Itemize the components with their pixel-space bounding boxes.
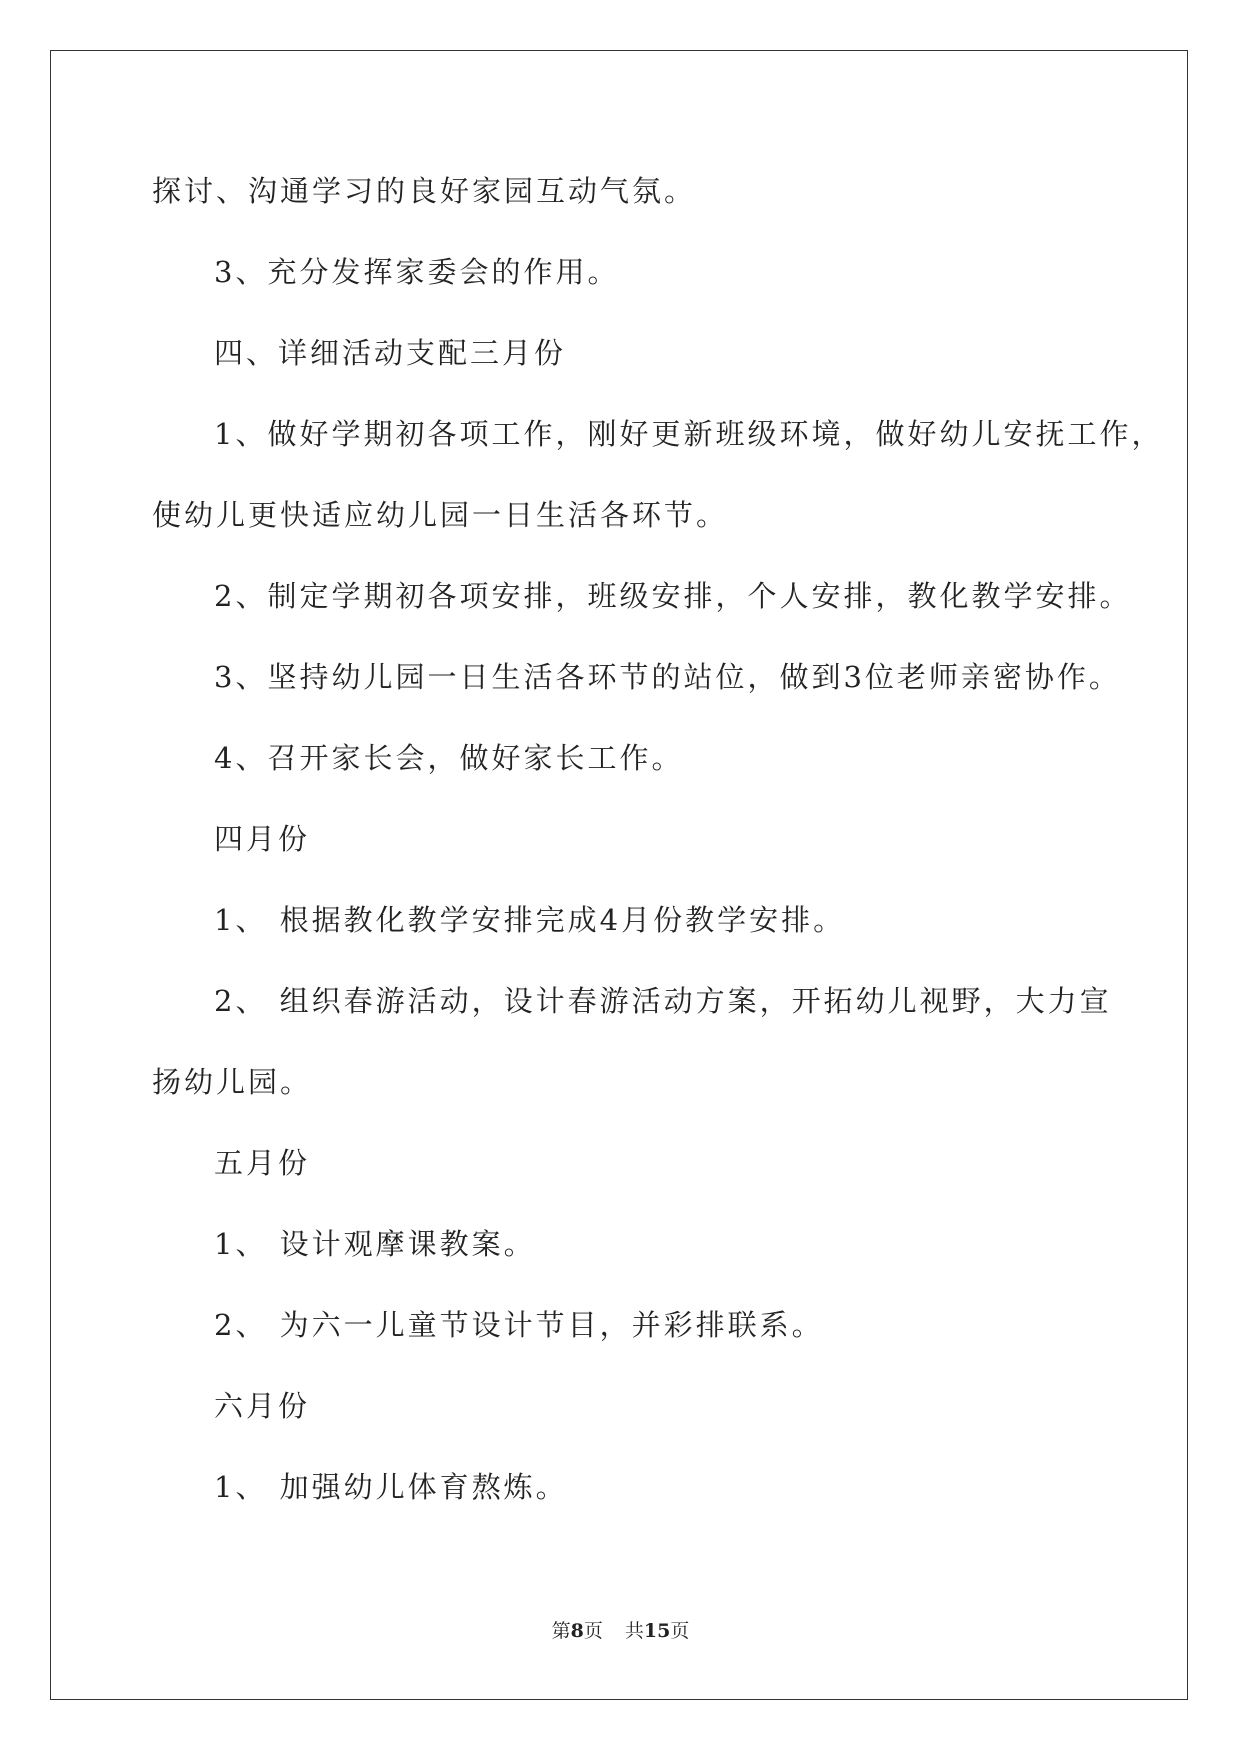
page-prefix: 第 <box>551 1620 571 1642</box>
text-line-continuation: 使幼儿更快适应幼儿园一日生活各环节。 <box>152 498 729 532</box>
total-suffix: 页 <box>670 1620 690 1642</box>
page-suffix: 页 <box>583 1620 603 1642</box>
list-item-3: 3、充分发挥家委会的作用。 <box>214 255 620 289</box>
list-item-1: 1、 根据教化教学安排完成4月份教学安排。 <box>214 903 846 937</box>
page-frame <box>50 50 1188 1700</box>
list-item-1: 1、 设计观摩课教案。 <box>214 1227 536 1261</box>
list-item-2: 2、 组织春游活动，设计春游活动方案，开拓幼儿视野，大力宣 <box>214 984 1112 1018</box>
month-heading-april: 四月份 <box>214 822 311 856</box>
list-item-2: 2、 为六一儿童节设计节目，并彩排联系。 <box>214 1308 824 1342</box>
list-item-2: 2、制定学期初各项安排，班级安排，个人安排，教化教学安排。 <box>214 579 1132 613</box>
page-footer <box>0 1618 1241 1644</box>
total-prefix: 共 <box>624 1620 644 1642</box>
text-line-continuation: 探讨、沟通学习的良好家园互动气氛。 <box>152 174 697 208</box>
list-item-4: 4、召开家长会，做好家长工作。 <box>214 741 684 775</box>
month-heading-may: 五月份 <box>214 1146 311 1180</box>
page-current: 8 <box>570 1620 584 1642</box>
month-heading-june: 六月份 <box>214 1389 311 1423</box>
section-heading-4: 四、详细活动支配三月份 <box>214 336 567 370</box>
page-total: 15 <box>643 1620 671 1642</box>
list-item-1: 1、做好学期初各项工作，刚好更新班级环境，做好幼儿安抚工作， <box>214 417 1164 451</box>
text-line-continuation: 扬幼儿园。 <box>152 1065 313 1099</box>
list-item-1: 1、 加强幼儿体育熬炼。 <box>214 1470 568 1504</box>
list-item-3: 3、坚持幼儿园一日生活各环节的站位，做到3位老师亲密协作。 <box>214 660 1121 694</box>
